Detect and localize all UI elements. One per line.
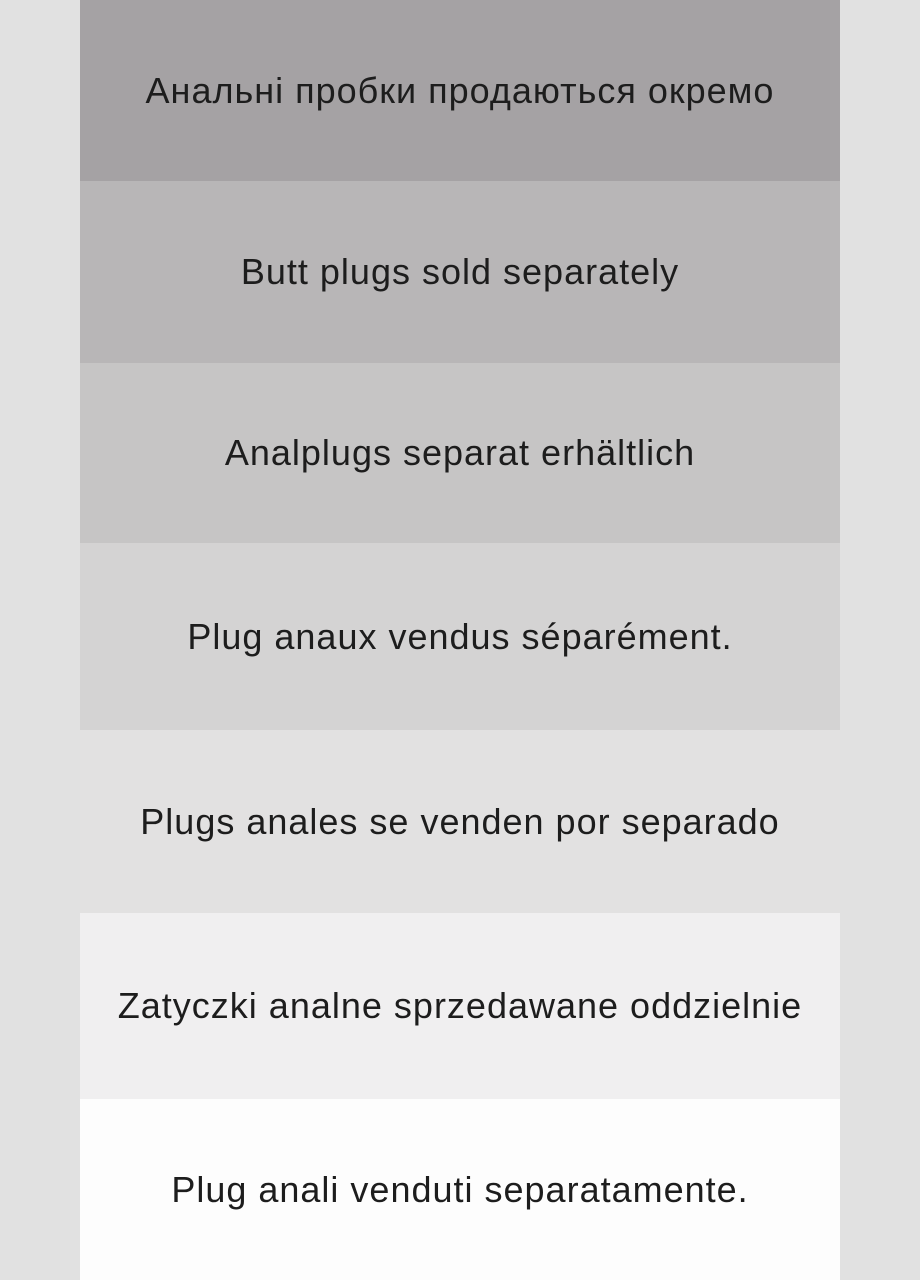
notice-row-ukrainian <box>80 0 840 181</box>
notice-row-german <box>80 363 840 543</box>
notice-text-ukrainian: Анальні пробки продаються окремо <box>145 69 775 111</box>
notice-text-english: Butt plugs sold separately <box>240 251 680 292</box>
notice-row-english <box>80 181 840 363</box>
notice-text-french: Plug anaux vendus séparément. <box>187 615 733 657</box>
notice-text-german: Analplugs separat erhältlich <box>224 432 696 473</box>
notice-row-french <box>80 543 840 730</box>
notice-text-italian: Plug anali venduti separatamente. <box>171 1168 749 1210</box>
notice-row-italian <box>80 1099 840 1280</box>
notice-text-polish: Zatyczki analne sprzedawane oddzielnie <box>117 985 803 1026</box>
notice-text-spanish: Plugs anales se venden por separado <box>140 800 780 842</box>
notice-row-spanish <box>80 730 840 913</box>
notice-row-polish <box>80 913 840 1099</box>
